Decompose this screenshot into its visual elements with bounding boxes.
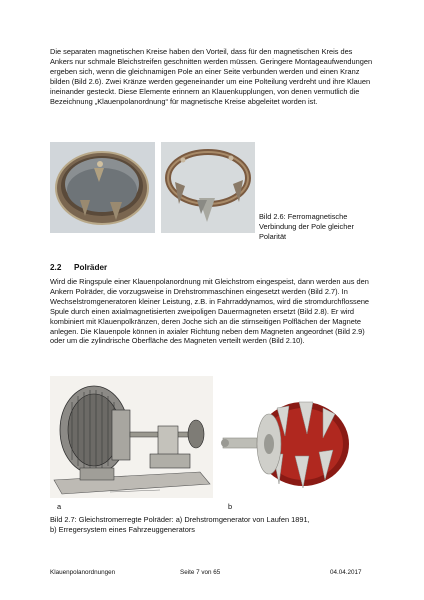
footer-page-number: Seite 7 von 65: [180, 569, 221, 576]
section-heading: [50, 263, 107, 272]
figure-2-7-caption-line2: b) Erregersystem eines Fahrzeuggenerators: [50, 524, 196, 534]
figure-2-7a-generator-engraving: [50, 376, 213, 498]
paragraph-intro: Die separaten magnetischen Kreise haben den Vorteil, dass für den magnetischen Kreis des Ankers nur schmale Bleichstreifen geschnitten werden müssen. Geringere Montageaufwendungen ergeben sich, wenn die gleichnamigen Pole an einer Seite verbunden werden und einen Kranz bilden (Bild 2.6). Zwei Kränze werden gegeneinander um eine Polteilung verdreht und ihre Klauen ineinander gesteckt. Diese Elemente erinnern an Klauenkupplungen, von denen vermutlich die Bezeichnung „Klauenpolanordnung“ für magnetische Kreise abgeleitet worden ist.: [50, 47, 373, 106]
section-title: Polräder: [74, 263, 108, 272]
figure-2-6-caption: Bild 2.6: Ferromagnetische Verbindung der Pole gleicher Polarität: [259, 212, 354, 241]
figure-2-7-label-a: a: [57, 502, 62, 511]
figure-2-7-label-b: b: [228, 502, 233, 511]
figure-2-7b-claw-pole-rotor-photo: [219, 394, 356, 497]
figure-2-7-caption: [50, 515, 380, 535]
figure-2-6-interlocked-rings-photo: [161, 142, 255, 233]
footer-document-title: Klauenpolanordnungen: [50, 569, 116, 576]
figure-2-6-ring-photo: [50, 142, 155, 233]
paragraph-polraeder: Wird die Ringspule einer Klauenpolanordnung mit Gleichstrom eingespeist, dann werden aus den Ankern Polräder, die vorzugsweise in Drehstrommaschinen eingesetzt werden (Bild 2.7). In Wechselstromgeneratoren kleiner Leistung, z.B. in Fahrraddynamos, wird die stromdurchflossene Spule durch einen axialmagnetisierten zweipoligen Dauermagneten ersetzt (Bild 2.8). Er wird kombiniert mit Klauenpolkränzen, deren Joche sich an die stirnseitigen Polflächen der Magnete anlegen. Die Klauenpole können in axialer Richtung neben dem Magneten angeordnet (Bild 2.9) oder um die zylindrische Oberfläche des Magneten verteilt werden (Bild 2.10).: [50, 277, 370, 346]
figure-2-7-caption-line1: Bild 2.7: Gleichstromerregte Polräder: a) Drehstromgenerator von Laufen 1891,: [50, 515, 310, 524]
footer-date: 04.04.2017: [330, 569, 362, 576]
section-number: 2.2: [50, 263, 62, 272]
